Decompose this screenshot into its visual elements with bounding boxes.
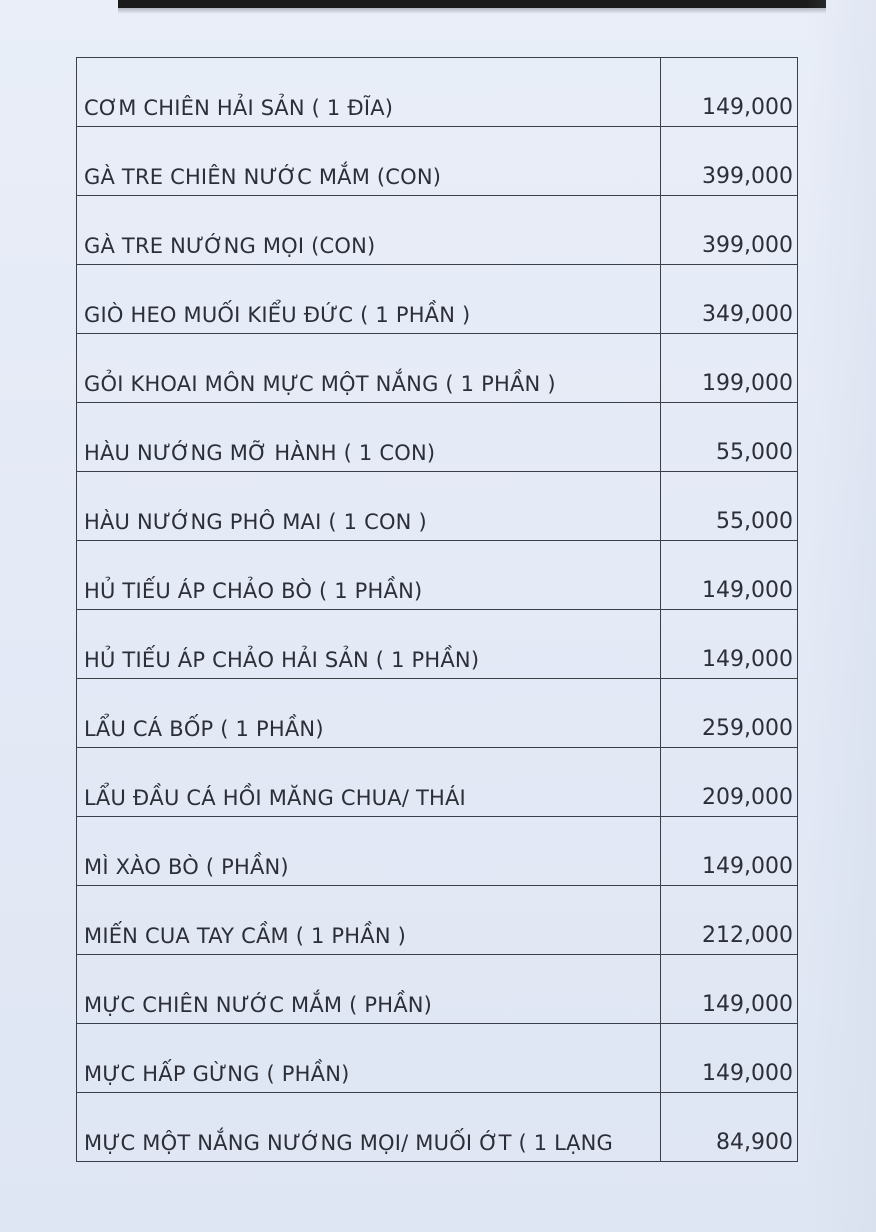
dish-name: HỦ TIẾU ÁP CHẢO HẢI SẢN ( 1 PHẦN): [77, 610, 661, 679]
dish-name: HỦ TIẾU ÁP CHẢO BÒ ( 1 PHẦN): [77, 541, 661, 610]
dish-price: 149,000: [661, 1024, 798, 1093]
menu-row: [77, 541, 798, 610]
dish-price: 149,000: [661, 955, 798, 1024]
dish-name: GÀ TRE CHIÊN NƯỚC MẮM (CON): [77, 127, 661, 196]
dish-price: 199,000: [661, 334, 798, 403]
dish-price: 349,000: [661, 265, 798, 334]
dish-name: GỎI KHOAI MÔN MỰC MỘT NẮNG ( 1 PHẦN ): [77, 334, 661, 403]
dish-price: 84,900: [661, 1093, 798, 1162]
dish-price: 399,000: [661, 196, 798, 265]
paper-shading: [806, 0, 876, 1232]
menu-row: [77, 679, 798, 748]
dish-name: HÀU NƯỚNG PHÔ MAI ( 1 CON ): [77, 472, 661, 541]
page-top-edge: [118, 0, 826, 8]
menu-row: [77, 748, 798, 817]
dish-price: 149,000: [661, 58, 798, 127]
dish-name: MIẾN CUA TAY CẦM ( 1 PHẦN ): [77, 886, 661, 955]
menu-row: [77, 196, 798, 265]
dish-price: 149,000: [661, 817, 798, 886]
menu-row: [77, 1024, 798, 1093]
dish-price: 212,000: [661, 886, 798, 955]
menu-row: [77, 472, 798, 541]
menu-price-table: [76, 57, 798, 1162]
dish-price: 209,000: [661, 748, 798, 817]
page-top-shadow: [118, 8, 826, 14]
menu-row: [77, 265, 798, 334]
dish-price: 259,000: [661, 679, 798, 748]
dish-name: GIÒ HEO MUỐI KIỂU ĐỨC ( 1 PHẦN ): [77, 265, 661, 334]
dish-name: MỰC HẤP GỪNG ( PHẦN): [77, 1024, 661, 1093]
menu-row: [77, 127, 798, 196]
menu-row: [77, 403, 798, 472]
menu-row: [77, 58, 798, 127]
menu-row: [77, 334, 798, 403]
dish-price: 399,000: [661, 127, 798, 196]
dish-name: MỰC CHIÊN NƯỚC MẮM ( PHẦN): [77, 955, 661, 1024]
dish-name: HÀU NƯỚNG MỠ HÀNH ( 1 CON): [77, 403, 661, 472]
dish-price: 55,000: [661, 472, 798, 541]
dish-price: 149,000: [661, 610, 798, 679]
dish-name: MÌ XÀO BÒ ( PHẦN): [77, 817, 661, 886]
menu-row: [77, 1093, 798, 1162]
dish-name: MỰC MỘT NẮNG NƯỚNG MỌI/ MUỐI ỚT ( 1 LẠNG: [77, 1093, 661, 1162]
menu-table-body: [77, 58, 798, 1162]
dish-name: LẨU CÁ BỐP ( 1 PHẦN): [77, 679, 661, 748]
dish-name: CƠM CHIÊN HẢI SẢN ( 1 ĐĨA): [77, 58, 661, 127]
dish-name: GÀ TRE NƯỚNG MỌI (CON): [77, 196, 661, 265]
dish-price: 149,000: [661, 541, 798, 610]
menu-row: [77, 610, 798, 679]
dish-price: 55,000: [661, 403, 798, 472]
dish-name: LẨU ĐẦU CÁ HỒI MĂNG CHUA/ THÁI: [77, 748, 661, 817]
menu-row: [77, 886, 798, 955]
menu-row: [77, 817, 798, 886]
menu-row: [77, 955, 798, 1024]
